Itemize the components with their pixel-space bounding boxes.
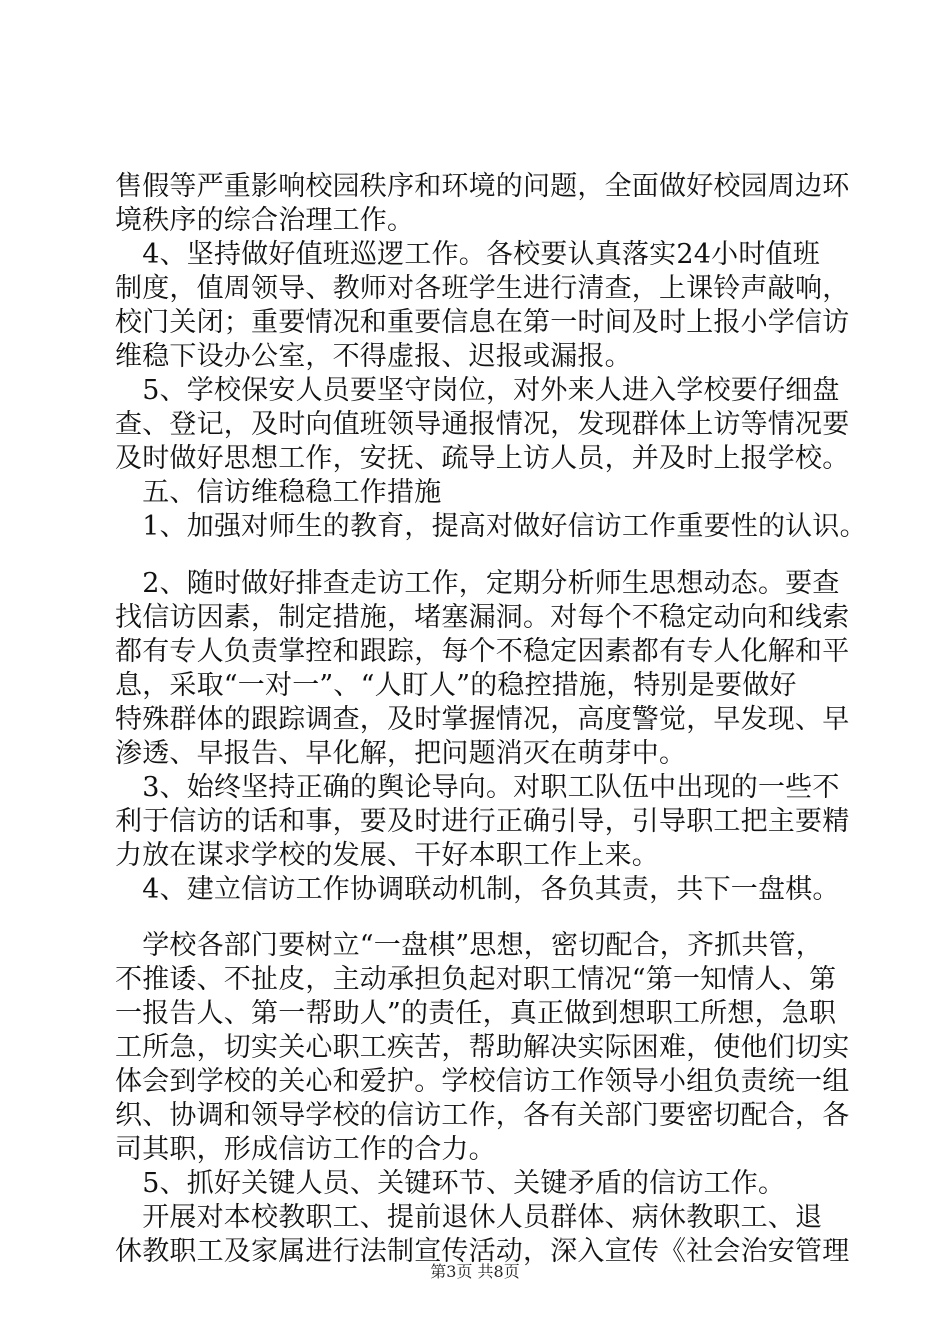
body-text-line: 织、协调和领导学校的信访工作，各有关部门要密切配合，各 <box>115 1100 850 1131</box>
body-text-line: 2、随时做好排查走访工作，定期分析师生思想动态。要查 <box>115 568 840 599</box>
body-text-line: 一报告人、第一帮助人”的责任，真正做到想职工所想，急职 <box>115 998 837 1029</box>
body-text-line: 维稳下设办公室，不得虚报、迟报或漏报。 <box>115 341 632 372</box>
body-text-line: 3、始终坚持正确的舆论导向。对职工队伍中出现的一些不 <box>115 772 840 803</box>
body-text-line: 开展对本校教职工、提前退休人员群体、病休教职工、退 <box>115 1202 823 1233</box>
body-text-line: 息，采取“一对一”、“人盯人”的稳控措施，特别是要做好 <box>115 670 797 701</box>
body-text-line: 制度，值周领导、教师对各班学生进行清查，上课铃声敲响， <box>115 273 850 304</box>
body-text-line: 售假等严重影响校园秩序和环境的问题，全面做好校园周边环 <box>115 171 850 202</box>
body-text-line: 找信访因素，制定措施，堵塞漏洞。对每个不稳定动向和线索 <box>115 602 850 633</box>
body-text-line: 力放在谋求学校的发展、干好本职工作上来。 <box>115 840 659 871</box>
body-text-line: 查、登记，及时向值班领导通报情况，发现群体上访等情况要 <box>115 409 850 440</box>
body-text-line: 境秩序的综合治理工作。 <box>115 205 415 236</box>
body-text-line: 休教职工及家属进行法制宣传活动，深入宣传《社会治安管理 <box>115 1236 850 1267</box>
body-text-line: 1、加强对师生的教育，提高对做好信访工作重要性的认识。 <box>115 511 867 542</box>
body-text-line: 都有专人负责掌控和跟踪，每个不稳定因素都有专人化解和平 <box>115 636 850 667</box>
body-text-line: 及时做好思想工作，安抚、疏导上访人员，并及时上报学校。 <box>115 443 850 474</box>
body-text-line: 司其职，形成信访工作的合力。 <box>115 1134 496 1165</box>
page-number-footer: 第3页 共8页 <box>430 1262 520 1281</box>
body-text-line: 校门关闭；重要情况和重要信息在第一时间及时上报小学信访 <box>115 307 850 338</box>
section-heading: 五、信访维稳稳工作措施 <box>115 477 442 508</box>
body-text-line: 5、学校保安人员要坚守岗位，对外来人进入学校要仔细盘 <box>115 375 840 406</box>
body-text-line: 利于信访的话和事，要及时进行正确引导，引导职工把主要精 <box>115 806 850 837</box>
body-text-line: 特殊群体的跟踪调查，及时掌握情况，高度警觉，早发现、早 <box>115 704 850 735</box>
body-text-line: 4、坚持做好值班巡逻工作。各校要认真落实24小时值班 <box>115 239 820 270</box>
body-text-line: 学校各部门要树立“一盘棋”思想，密切配合，齐抓共管， <box>115 930 824 961</box>
body-text-line: 不推诿、不扯皮，主动承担负起对职工情况“第一知情人、第 <box>115 964 837 995</box>
body-text-line: 渗透、早报告、早化解，把问题消灭在萌芽中。 <box>115 738 687 769</box>
body-text-line: 5、抓好关键人员、关键环节、关键矛盾的信访工作。 <box>115 1168 786 1199</box>
body-text-line: 体会到学校的关心和爱护。学校信访工作领导小组负责统一组 <box>115 1066 850 1097</box>
body-text-line: 工所急，切实关心职工疾苦，帮助解决实际困难，使他们切实 <box>115 1032 850 1063</box>
body-text-line: 4、建立信访工作协调联动机制，各负其责，共下一盘棋。 <box>115 874 840 905</box>
